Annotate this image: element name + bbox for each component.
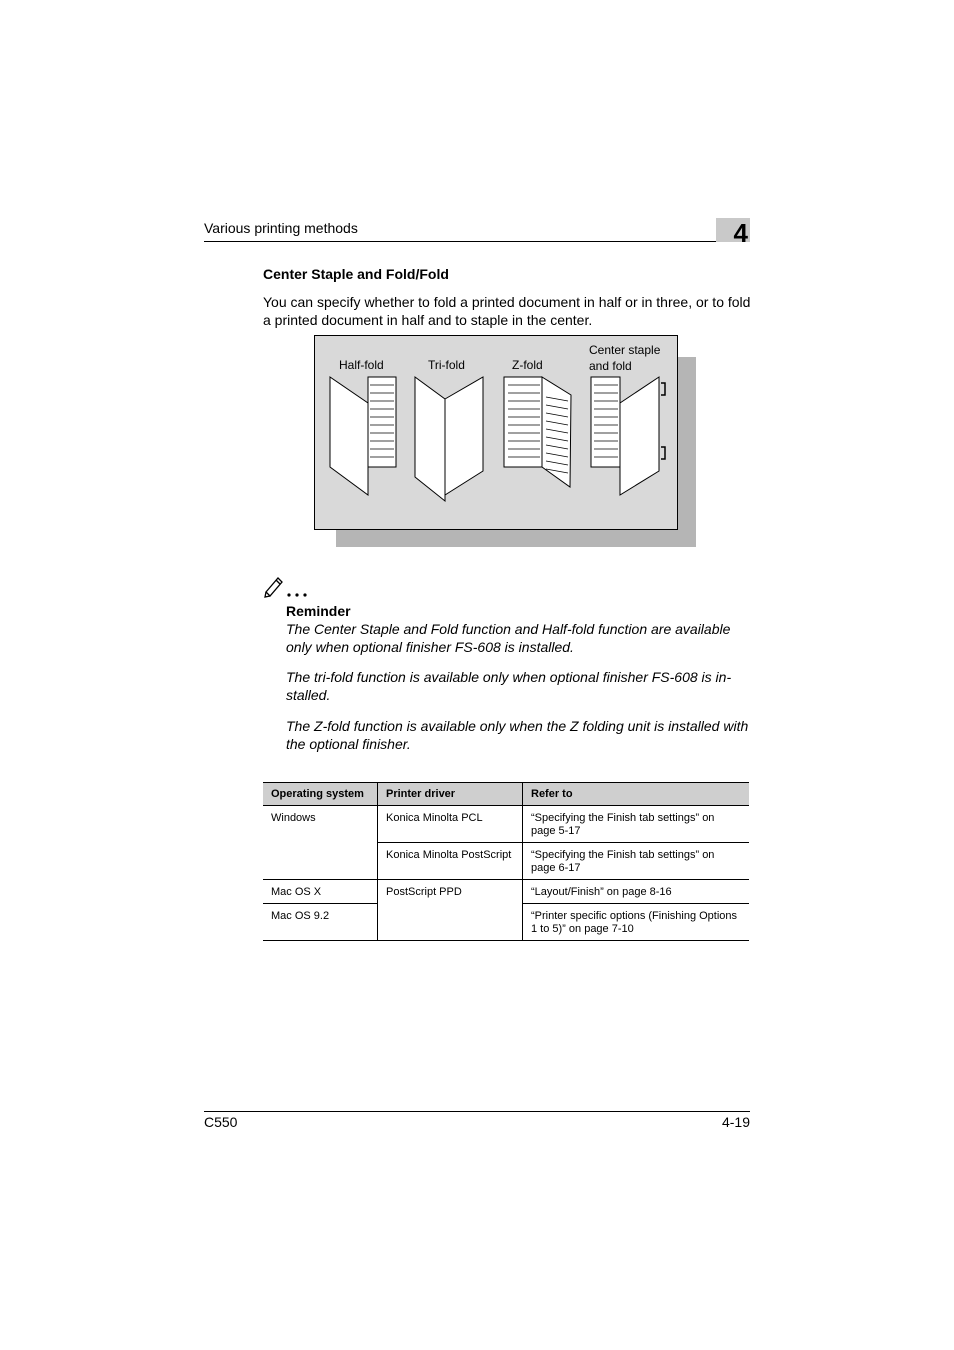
- z-fold-label: Z-fold: [512, 358, 543, 372]
- header-title: Various printing methods: [204, 220, 358, 236]
- header-rule: [204, 241, 750, 242]
- reminder-paragraph: The tri-fold function is available only when optional finisher FS-608 is in-stalled.: [286, 669, 732, 703]
- center-staple-label-1: Center staple: [589, 343, 661, 357]
- reminder-title: Reminder: [286, 603, 351, 619]
- table-row: [263, 880, 749, 904]
- header-operating-system: Operating system: [263, 783, 378, 806]
- cell-refer: “Layout/Finish” on page 8-16: [523, 880, 750, 904]
- header-refer-to: Refer to: [523, 783, 750, 806]
- cell-os: Windows: [263, 806, 378, 880]
- footer-page-number: 4-19: [721, 1114, 750, 1130]
- section-heading: Center Staple and Fold/Fold: [263, 266, 449, 282]
- cell-os: Mac OS X: [263, 880, 378, 904]
- half-fold-label: Half-fold: [339, 358, 384, 372]
- reminder-pencil-icon: [263, 573, 311, 599]
- cell-driver: Konica Minolta PCL: [378, 806, 523, 843]
- fold-diagram: [314, 335, 698, 550]
- chapter-number: 4: [716, 218, 750, 242]
- reminder-paragraph: The Center Staple and Fold function and Half-fold function are available only when optional finisher FS-608 is installed.: [286, 621, 731, 655]
- footer-rule: [204, 1111, 750, 1112]
- reference-table: [263, 782, 749, 941]
- cell-refer: “Specifying the Finish tab settings” on page 6-17: [523, 843, 750, 880]
- cell-refer: “Specifying the Finish tab settings” on page 5-17: [523, 806, 750, 843]
- cell-os: Mac OS 9.2: [263, 904, 378, 941]
- cell-driver: Konica Minolta PostScript: [378, 843, 523, 880]
- cell-driver: PostScript PPD: [378, 880, 523, 941]
- footer-model: C550: [204, 1114, 238, 1130]
- table-header-row: [263, 783, 749, 806]
- header-printer-driver: Printer driver: [378, 783, 523, 806]
- reminder-paragraph: The Z-fold function is available only when the Z folding unit is installed with the optional finisher.: [286, 718, 749, 752]
- tri-fold-label: Tri-fold: [428, 358, 465, 372]
- intro-text: You can specify whether to fold a printed document in half or in three, or to fold a printed document in half and to staple in the center.: [263, 294, 751, 328]
- table-row: [263, 806, 749, 843]
- cell-refer: “Printer specific options (Finishing Options 1 to 5)” on page 7-10: [523, 904, 750, 941]
- center-staple-label-2: and fold: [589, 359, 632, 373]
